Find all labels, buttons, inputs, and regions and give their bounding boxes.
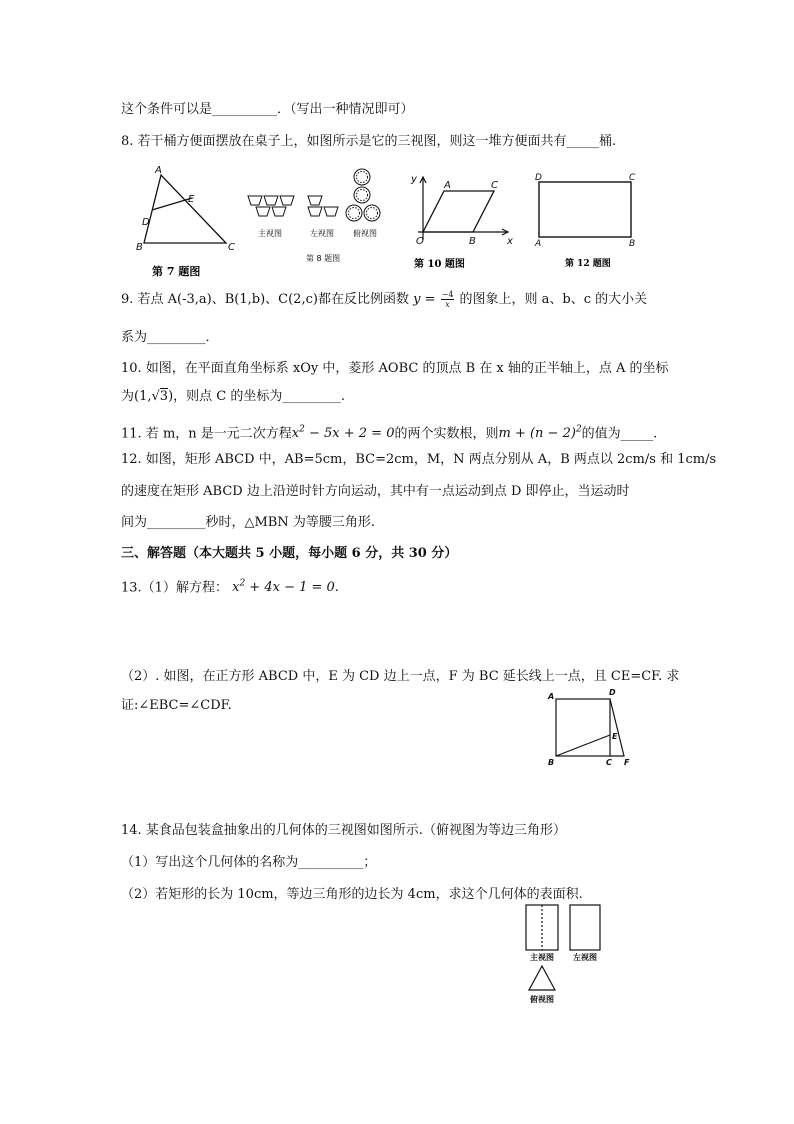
q13-part1-text: 13.（1）解方程： xyxy=(121,580,228,596)
q14-three-view-figure xyxy=(518,900,628,1020)
q9-func-y: y = xyxy=(413,292,436,307)
fig8-front-view xyxy=(248,196,294,216)
fig8-top-view xyxy=(346,169,380,221)
q9-text-a: 9. 若点 A(-3,a)、B(1,b)、C(2,c)都在反比例函数 xyxy=(121,292,409,307)
fig12-caption: 第 12 题图 xyxy=(565,259,611,269)
fig10-label-c: C xyxy=(491,180,498,191)
fig12-label-a: A xyxy=(535,239,542,249)
fig10-label-a: A xyxy=(444,180,451,191)
section3-heading: 三、解答题（本大题共 5 小题，每小题 6 分，共 30 分） xyxy=(121,546,458,561)
fig7-label-d: D xyxy=(142,217,150,228)
q13-label-f: F xyxy=(624,758,630,767)
q8-text: 8. 若干桶方便面摆放在桌子上，如图所示是它的三视图，则这一堆方便面共有_____桶. xyxy=(121,134,617,149)
q13-label-e: E xyxy=(612,732,618,741)
q13-part2-line2: 证:∠EBC=∠CDF. xyxy=(121,698,232,713)
q14-line2: （1）写出这个几何体的名称为__________； xyxy=(121,855,377,870)
q7-tail-text: 这个条件可以是__________．（写出一种情况即可） xyxy=(121,102,414,117)
fig7-label-c: C xyxy=(228,242,235,253)
q13-label-c: C xyxy=(606,758,612,767)
fig8-left-view xyxy=(308,196,338,216)
q9-line2: 系为_________． xyxy=(121,330,219,345)
q14-left-rect xyxy=(570,905,600,950)
q14-line1: 14. 某食品包装盒抽象出的几何体的三视图如图所示.（俯视图为等边三角形） xyxy=(121,823,566,838)
fig12-label-c: C xyxy=(629,173,636,183)
fig12-rectangle xyxy=(539,182,631,237)
fig10-label-o: O xyxy=(416,236,424,247)
fig7-label-a: A xyxy=(155,165,162,176)
q9-fraction xyxy=(441,290,455,309)
q13-part2-line1: （2）. 如图，在正方形 ABCD 中，E 为 CD 边上一点，F 为 BC 延长线上一点，且 CE=CF. 求 xyxy=(121,669,680,684)
q11-eq: $x^2 - 5x + 2 = 0$ xyxy=(291,425,395,442)
q13-label-d: D xyxy=(609,688,616,697)
q9-frac-den: x xyxy=(445,300,450,309)
q10-text-b: ，则点 C 的坐标为_________. xyxy=(173,389,346,404)
fig10-label-x: x xyxy=(507,236,513,247)
q11-line xyxy=(121,421,657,443)
fig7-label-e: E xyxy=(188,194,195,205)
fig7-caption: 第 7 题图 xyxy=(152,265,201,278)
fig8-front-label: 主视图 xyxy=(258,229,282,238)
fig8-left-label: 左视图 xyxy=(310,229,334,238)
q10-line2 xyxy=(121,388,345,406)
q13-label-b: B xyxy=(548,758,555,767)
q11-text-a: 11. 若 m，n 是一元二次方程 xyxy=(121,426,292,442)
q14-line3: （2）若矩形的长为 10cm，等边三角形的边长为 4cm，求这个几何体的表面积. xyxy=(121,887,583,902)
q10-text-a: 为 xyxy=(121,389,135,404)
q12-line2: 的速度在矩形 ABCD 边上沿逆时针方向运动，其中有一点运动到点 D 即停止，当运动时 xyxy=(121,484,630,499)
q9-line1 xyxy=(121,290,647,309)
q14-front-label: 主视图 xyxy=(530,953,554,962)
fig12-label-d: D xyxy=(535,173,542,183)
fig10-label-b: B xyxy=(469,236,476,247)
q9-text-b: 的图象上，则 a、b、c 的大小关 xyxy=(459,292,648,307)
q11-text-c: 的值为_____. xyxy=(581,426,658,442)
q10-line1: 10. 如图，在平面直角坐标系 xOy 中，菱形 AOBC 的顶点 B 在 x 轴的正半轴上，点 A 的坐标 xyxy=(121,361,669,376)
fig10-rhombus xyxy=(423,191,494,232)
fig7-triangle xyxy=(144,175,226,243)
q11-text-b: 的两个实数根，则 xyxy=(394,426,499,442)
q14-front-rect xyxy=(526,905,558,950)
fig8-top-label: 俯视图 xyxy=(353,229,377,238)
q12-line3: 间为_________秒时，△MBN 为等腰三角形. xyxy=(121,515,376,530)
fig12-label-b: B xyxy=(629,239,636,249)
q11-expr: $m + (n - 2)^2$ xyxy=(498,425,582,442)
q10-sqrt-sign: √ xyxy=(151,389,160,404)
q13-part1 xyxy=(121,575,339,597)
q14-left-label: 左视图 xyxy=(573,953,597,962)
q14-top-triangle xyxy=(529,966,555,990)
q10-sqrt-val: 3 xyxy=(159,389,169,404)
q13-label-a: A xyxy=(548,692,555,701)
q13-part1-eq: $x^2 + 4x - 1 = 0$. xyxy=(232,579,339,596)
q10-coord-open: (1, xyxy=(134,389,152,404)
q12-line1: 12. 如图，矩形 ABCD 中，AB=5cm，BC=2cm，M，N 两点分别从 A，B 两点以 2cm/s 和 1cm/s xyxy=(121,452,717,467)
q9-frac-num: −4 xyxy=(441,290,454,299)
fig10-caption: 第 10 题图 xyxy=(414,259,465,270)
fig8-caption: 第 8 题图 xyxy=(306,254,341,263)
fig7-label-b: B xyxy=(136,242,143,253)
figure-row xyxy=(0,160,794,460)
q10-coord-close: ) xyxy=(168,389,174,404)
q13-square-figure xyxy=(540,685,660,775)
fig10-label-y: y xyxy=(411,174,417,185)
q14-top-label: 俯视图 xyxy=(530,995,554,1004)
